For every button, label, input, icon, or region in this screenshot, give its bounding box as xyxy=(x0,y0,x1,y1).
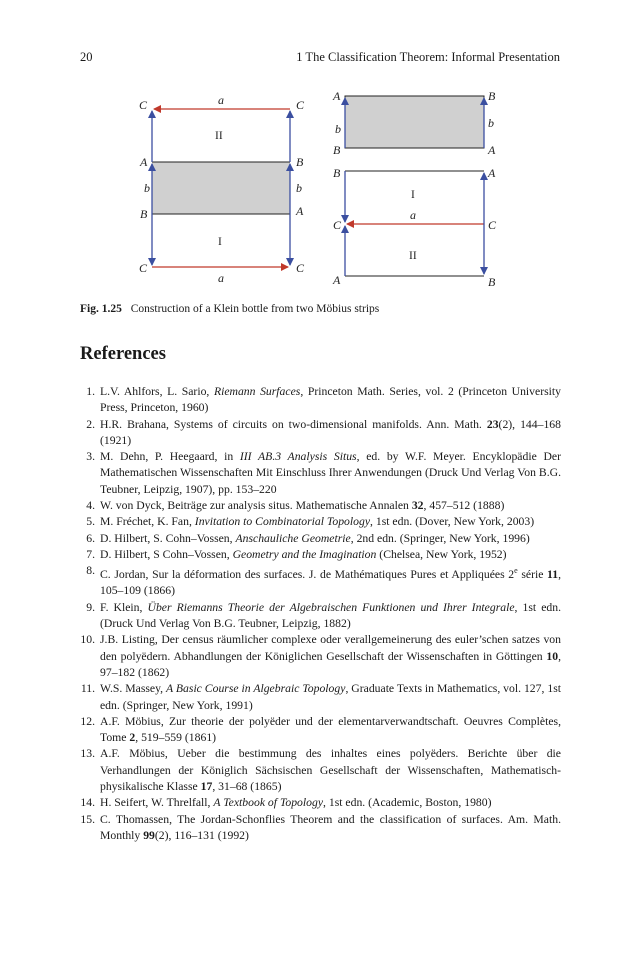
reference-item xyxy=(80,384,561,417)
reference-text: L.V. Ahlfors, L. Sario, xyxy=(100,385,214,398)
reference-number: 10. xyxy=(80,633,95,647)
reference-text: A Textbook of Topology xyxy=(213,796,324,810)
reference-text: , 457–512 (1888) xyxy=(423,499,505,513)
reference-text: A Basic Course in Algebraic Topology xyxy=(166,682,346,696)
right-vertex-label: A xyxy=(333,273,341,287)
reference-text: Geometry and the Imagination xyxy=(232,547,377,561)
reference-text: F. Klein, xyxy=(100,600,148,614)
reference-item xyxy=(80,514,561,530)
reference-number: 3. xyxy=(86,450,95,464)
klein-bottle-figure xyxy=(0,0,638,300)
reference-number: 15. xyxy=(80,812,95,826)
reference-text: W. von Dyck, Beiträge zur analysis situs. Mathematische Annalen xyxy=(100,499,412,513)
running-head: 1 The Classification Theorem: Informal Presentation xyxy=(296,50,560,64)
reference-text: , ed. by W.F. Meyer. Encyklopädie Der Mathematischen Wissenschaften Mit Einschluss Ihrer Anwendungen (Druck Und Verlag Von B.G. Teubner, Leipzig, 1907), pp. 153–220 xyxy=(100,450,561,496)
reference-text: , 2nd edn. (Springer, New York, 1996) xyxy=(350,531,530,545)
reference-text: M. Fréchet, K. Fan, xyxy=(100,515,195,529)
reference-text: Riemann Surfaces xyxy=(213,385,301,398)
reference-item xyxy=(80,600,561,633)
left-vertex-label: B xyxy=(296,155,304,169)
reference-item xyxy=(80,449,561,498)
reference-text: , Graduate Texts in Mathematics, vol. 127, 1st edn. (Springer, New York, 1991) xyxy=(100,682,561,712)
right-vertex-label: A xyxy=(488,143,496,157)
figure-caption-label: Fig. 1.25 xyxy=(80,303,122,315)
left-vertex-label: C xyxy=(139,98,148,112)
reference-text: , 519–559 (1861) xyxy=(135,731,217,745)
reference-number: 13. xyxy=(80,747,95,761)
figure-caption xyxy=(80,303,560,315)
reference-text: , 31–68 (1865) xyxy=(212,780,282,794)
reference-text: 99 xyxy=(143,828,155,842)
right-region-label: I xyxy=(411,189,415,201)
reference-text: A.F. Möbius, Zur theorie der polyëder und der elementarverwandtschaft. Oeuvres Complètes, Tome xyxy=(100,714,561,745)
page-number: 20 xyxy=(80,50,93,64)
right-shaded-strip xyxy=(345,96,484,148)
reference-item xyxy=(80,812,561,845)
left-vertex-label: A xyxy=(140,155,148,169)
reference-text: 11 xyxy=(547,568,559,582)
references-list xyxy=(80,384,561,844)
reference-text: 2 xyxy=(129,731,136,745)
reference-text: A.F. Möbius, Ueber die bestimmung des inhaltes eines polyëders. Berichte über die Verhandlungen der Königlich Sächsischen Gesellschaft der Wissenschaften, Mathematisch-physikalische Klasse xyxy=(100,747,561,794)
right-diagram xyxy=(332,89,497,289)
left-edge-label: b xyxy=(296,181,302,195)
right-vertex-label: B xyxy=(333,143,341,157)
left-vertex-label: C xyxy=(139,261,148,275)
reference-item xyxy=(80,795,561,811)
right-vertex-label: B xyxy=(488,275,496,289)
right-edge-b-label: b xyxy=(488,116,494,130)
right-edge-a-label: a xyxy=(410,208,416,222)
reference-text: Invitation to Combinatorial Topology xyxy=(194,515,371,529)
left-vertex-label: B xyxy=(140,207,148,221)
reference-number: 5. xyxy=(86,515,95,529)
right-vertex-label: A xyxy=(488,166,496,180)
right-vertex-label: B xyxy=(488,89,496,103)
left-edge-a-label: a xyxy=(218,271,224,285)
reference-text: , 1st edn. (Dover, New York, 2003) xyxy=(370,515,535,529)
right-region-label: II xyxy=(409,250,417,262)
reference-number: 7. xyxy=(86,547,95,561)
reference-number: 4. xyxy=(86,499,95,513)
reference-item xyxy=(80,563,561,599)
reference-item xyxy=(80,714,561,747)
reference-number: 9. xyxy=(86,600,95,614)
left-edge-a-label: a xyxy=(218,93,224,107)
reference-text: (2), 116–131 (1992) xyxy=(154,828,249,842)
reference-text: série xyxy=(517,568,548,582)
reference-text: Über Riemanns Theorie der Algebraischen Funktionen und Ihrer Integrale xyxy=(147,600,515,614)
reference-item xyxy=(80,632,561,681)
right-vertex-label: B xyxy=(333,166,341,180)
reference-number: 12. xyxy=(80,714,95,728)
reference-text: M. Dehn, P. Heegaard, in xyxy=(100,450,240,464)
left-edge-label: b xyxy=(144,181,150,195)
right-vertex-label: C xyxy=(333,218,342,232)
reference-item xyxy=(80,681,561,714)
reference-number: 6. xyxy=(86,531,95,545)
reference-text: (2), 144–168 (1921) xyxy=(100,417,561,447)
reference-text: C. Thomassen, The Jordan-Schonflies Theorem and the classification of surfaces. Am. Math. Monthly xyxy=(100,812,561,842)
right-vertex-label: A xyxy=(333,89,341,103)
reference-text: (Chelsea, New York, 1952) xyxy=(376,547,507,561)
left-diagram xyxy=(139,93,305,285)
reference-text: , 97–182 (1862) xyxy=(100,649,561,679)
reference-text: III AB.3 Analysis Situs xyxy=(239,450,357,464)
left-region-label: II xyxy=(215,130,223,142)
references-heading: References xyxy=(80,344,166,364)
reference-item xyxy=(80,746,561,795)
reference-text: D. Hilbert, S Cohn–Vossen, xyxy=(100,547,233,561)
reference-number: 14. xyxy=(80,796,95,810)
reference-text: D. Hilbert, S. Cohn–Vossen, xyxy=(100,531,236,545)
reference-number: 2. xyxy=(86,417,95,431)
left-vertex-label: C xyxy=(296,98,305,112)
left-vertex-label: C xyxy=(296,261,305,275)
reference-text: H. Seifert, W. Threlfall, xyxy=(100,796,214,810)
reference-number: 11. xyxy=(80,682,95,696)
reference-text: , 105–109 (1866) xyxy=(100,568,562,598)
reference-text: W.S. Massey, xyxy=(100,682,167,696)
reference-text: J.B. Listing, Der census räumlicher complexe oder verallgemeinerung des euler’schen satzes von den polyëdern. Abhandlungen der Königlichen Gesellschaft der Wissenschaften in Göttingen xyxy=(100,633,561,663)
reference-text: 17 xyxy=(200,780,213,794)
left-region-label: I xyxy=(218,236,222,248)
reference-item xyxy=(80,417,561,450)
reference-text: , Princeton Math. Series, vol. 2 (Princeton University Press, Princeton, 1960) xyxy=(100,385,561,415)
reference-item xyxy=(80,547,561,563)
reference-text: e xyxy=(514,566,518,576)
right-edge-b-label: b xyxy=(335,122,341,136)
figure-caption-text: Construction of a Klein bottle from two Möbius strips xyxy=(130,303,380,315)
reference-text: H.R. Brahana, Systems of circuits on two-dimensional manifolds. Ann. Math. xyxy=(100,417,487,431)
left-vertex-label: A xyxy=(296,204,304,218)
reference-text: 23 xyxy=(486,417,499,431)
reference-number: 1. xyxy=(86,385,95,398)
right-vertex-label: C xyxy=(488,218,497,232)
reference-text: 32 xyxy=(411,499,424,513)
reference-item xyxy=(80,531,561,547)
left-shaded-strip xyxy=(152,162,290,214)
reference-text: , 1st edn. (Druck Und Verlag Von B.G. Teubner, Leipzig, 1882) xyxy=(100,600,561,631)
reference-item xyxy=(80,498,561,514)
reference-text: 10 xyxy=(546,649,559,663)
reference-number: 8. xyxy=(86,564,95,578)
reference-text: C. Jordan, Sur la déformation des surfaces. J. de Mathématiques Pures et Appliquées 2 xyxy=(100,568,515,582)
reference-text: Anschauliche Geometrie xyxy=(235,531,351,545)
reference-text: , 1st edn. (Academic, Boston, 1980) xyxy=(323,796,492,810)
